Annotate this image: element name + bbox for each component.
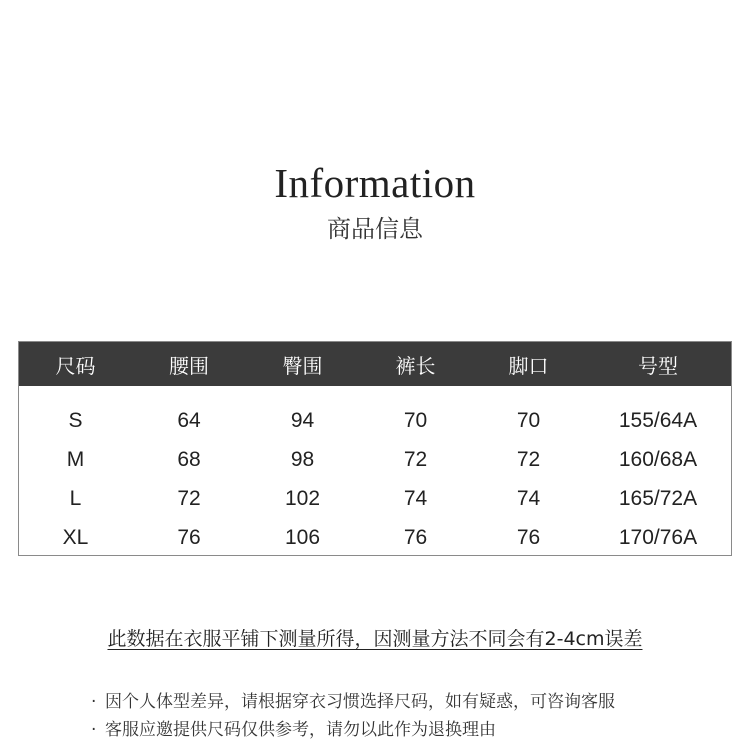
header-fit-code: 号型 (638, 353, 678, 378)
list-item (91, 716, 615, 744)
table-cell: L (69, 486, 82, 510)
table-cell: 76 (516, 525, 541, 549)
table-cell: 72 (177, 486, 201, 510)
table-cell: 106 (284, 525, 321, 549)
table-cell: 102 (284, 486, 321, 510)
bullet-dot: · (91, 720, 97, 740)
table-cell: 70 (516, 408, 541, 432)
table-cell: 68 (177, 447, 201, 471)
table-cell: 74 (403, 486, 428, 510)
table-cell: 76 (403, 525, 428, 549)
table-row (19, 518, 731, 557)
table-cell: 165/72A (618, 486, 698, 510)
table-cell: 98 (290, 447, 315, 471)
measurement-note (0, 624, 750, 654)
table-cell: 74 (516, 486, 541, 510)
header-waist: 腰围 (169, 353, 209, 378)
table-cell: S (68, 408, 83, 432)
list-item-text: 客服应邀提供尺码仅供参考，请勿以此作为退换理由 (105, 720, 496, 740)
table-cell: 76 (177, 525, 201, 549)
header-hip: 臀围 (282, 353, 323, 378)
table-cell: 70 (403, 408, 428, 432)
table-row (19, 479, 731, 518)
table-cell: 72 (516, 447, 541, 471)
page-title-english: Information (274, 160, 476, 206)
tips-list (91, 688, 615, 744)
table-cell: 94 (290, 408, 315, 432)
bullet-dot: · (91, 692, 97, 712)
table-cell: 64 (177, 408, 201, 432)
measurement-note-text: 此数据在衣服平铺下测量所得，因测量方法不同会有2-4cm误差 (107, 628, 643, 650)
table-cell: XL (62, 525, 89, 549)
list-item-text: 因个人体型差异，请根据穿衣习惯选择尺码，如有疑惑，可咨询客服 (105, 692, 615, 712)
table-cell: 155/64A (618, 408, 698, 432)
table-cell: 160/68A (618, 447, 698, 471)
page-title-chinese: 商品信息 (327, 215, 423, 243)
header-leg-opening: 脚口 (508, 353, 549, 378)
header-size: 尺码 (55, 353, 96, 378)
table-cell: 170/76A (618, 525, 698, 549)
table-body (19, 386, 731, 557)
list-item (91, 688, 615, 716)
size-table (18, 341, 732, 556)
table-cell: 72 (403, 447, 428, 471)
table-row (19, 440, 731, 479)
header-length: 裤长 (395, 353, 436, 378)
table-row (19, 401, 731, 440)
table-cell: M (66, 447, 85, 471)
table-header-row (19, 342, 731, 386)
